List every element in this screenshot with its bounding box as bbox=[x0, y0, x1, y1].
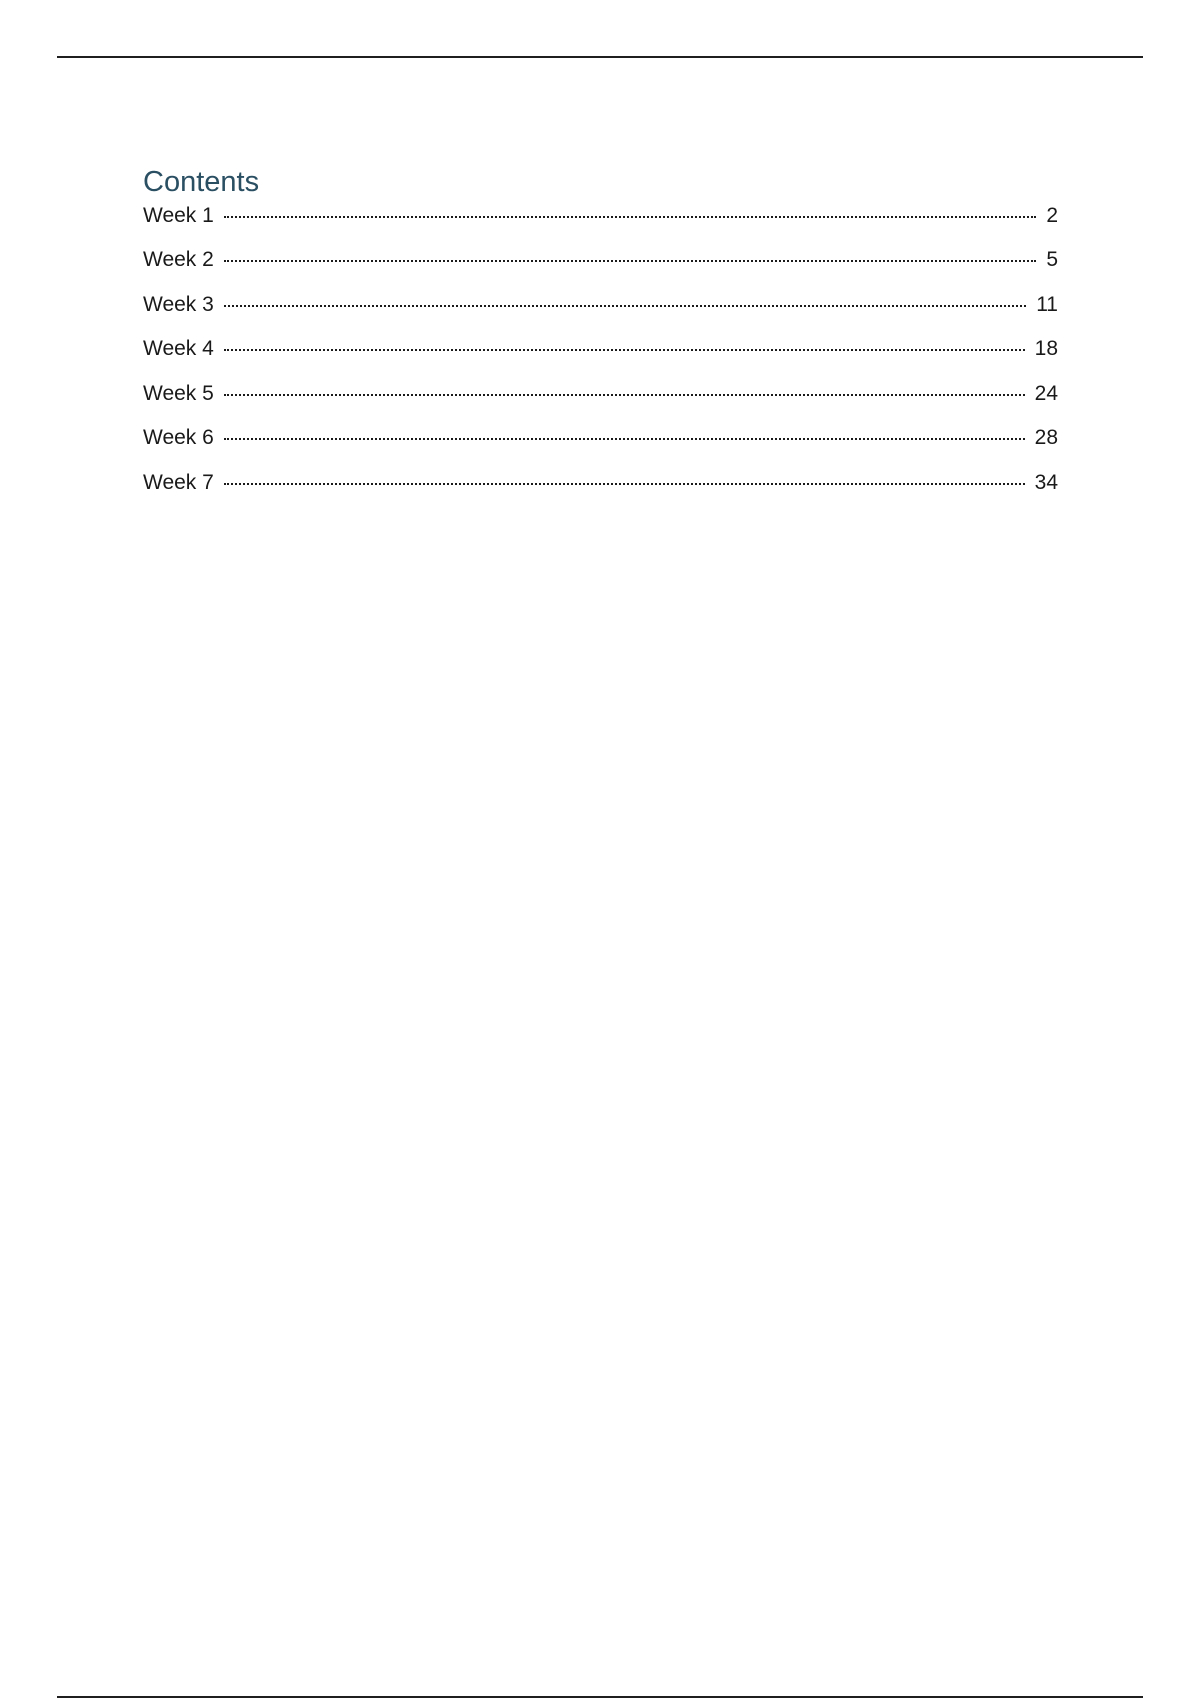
toc-entry-page: 34 bbox=[1034, 470, 1058, 494]
toc-list bbox=[143, 205, 1058, 516]
toc-dot-leader bbox=[224, 394, 1025, 396]
toc-entry-label: Week 4 bbox=[143, 337, 214, 360]
toc-entry-label: Week 3 bbox=[143, 292, 214, 316]
toc-entry-week-4[interactable] bbox=[143, 338, 1058, 383]
toc-entry-week-2[interactable] bbox=[143, 249, 1058, 294]
toc-dot-leader bbox=[224, 349, 1025, 351]
toc-entry-page: 28 bbox=[1034, 426, 1058, 449]
toc-entry-label: Week 1 bbox=[143, 204, 214, 227]
toc-entry-label: Week 6 bbox=[143, 426, 214, 449]
toc-entry-label: Week 5 bbox=[143, 381, 214, 405]
toc-entry-page: 11 bbox=[1036, 292, 1058, 316]
toc-heading: Contents bbox=[143, 166, 260, 198]
toc-entry-week-3[interactable] bbox=[143, 294, 1058, 339]
toc-entry-week-1[interactable] bbox=[143, 205, 1058, 249]
toc-dot-leader bbox=[224, 483, 1025, 485]
toc-entry-page: 18 bbox=[1034, 337, 1058, 360]
toc-dot-leader bbox=[224, 438, 1025, 440]
toc-entry-page: 2 bbox=[1046, 204, 1058, 227]
toc-entry-label: Week 7 bbox=[143, 470, 214, 494]
toc-entry-label: Week 2 bbox=[143, 248, 214, 271]
header-rule bbox=[57, 56, 1143, 58]
toc-dot-leader bbox=[224, 216, 1036, 218]
toc-entry-page: 5 bbox=[1046, 248, 1058, 271]
toc-entry-week-6[interactable] bbox=[143, 427, 1058, 472]
toc-entry-week-7[interactable] bbox=[143, 472, 1058, 517]
footer-rule bbox=[57, 1696, 1143, 1698]
toc-entry-page: 24 bbox=[1034, 381, 1058, 405]
toc-dot-leader bbox=[224, 305, 1026, 307]
toc-dot-leader bbox=[224, 260, 1036, 262]
toc-entry-week-5[interactable] bbox=[143, 383, 1058, 428]
table-of-contents bbox=[143, 168, 1058, 516]
